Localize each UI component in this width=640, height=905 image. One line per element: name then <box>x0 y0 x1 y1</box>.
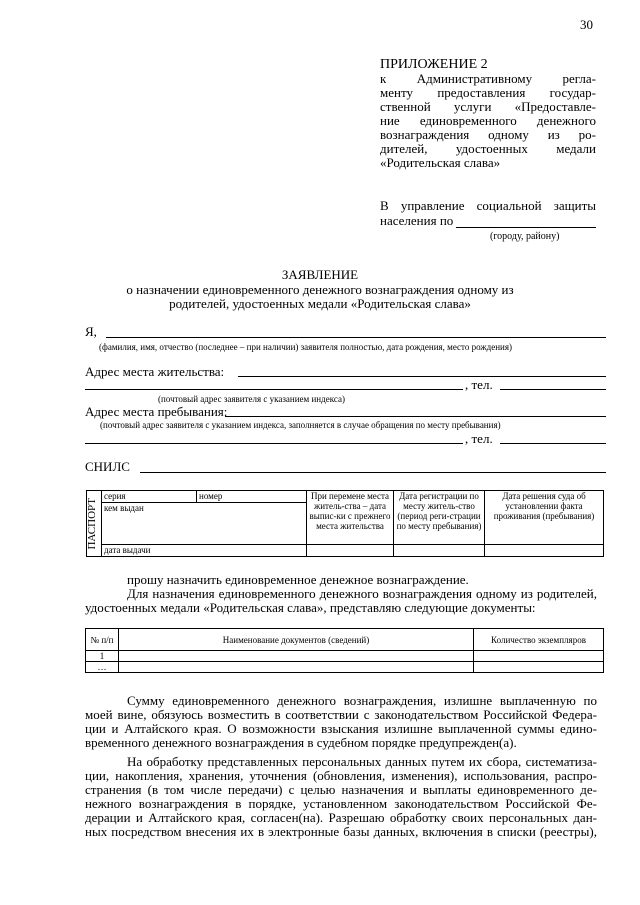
snils-label: СНИЛС <box>85 459 130 474</box>
move-date-header: При перемене места житель-ства – дата выпис-ки с прежнего места жительства <box>307 491 394 545</box>
table-row <box>86 662 604 673</box>
paragraph-liability <box>85 694 597 750</box>
court-date-cell[interactable] <box>485 545 604 557</box>
appendix-line: дителей, удостоенных медали <box>380 141 596 156</box>
doc-name-cell[interactable] <box>119 651 474 662</box>
stay-field[interactable] <box>225 416 606 417</box>
residence-field-2[interactable] <box>85 389 463 390</box>
residence-label: Адрес места жительства: <box>85 364 225 379</box>
form-subtitle: о назначении единовременного денежного вознаграждения одному из <box>126 282 514 297</box>
residence-hint: (почтовый адрес заявителя с указанием индекса) <box>158 394 345 404</box>
qty-header: Количество экземпляров <box>474 629 604 651</box>
row-number: … <box>86 662 119 673</box>
addressee-hint: (городу, району) <box>490 231 560 242</box>
appendix-line: к Административному регла- <box>380 71 596 86</box>
appendix-line: вознаграждения одному из ро- <box>380 127 596 142</box>
qty-cell[interactable] <box>474 651 604 662</box>
appendix-line: менту предоставления государ- <box>380 85 596 100</box>
table-row <box>86 651 604 662</box>
passport-vertical-cell <box>87 491 102 557</box>
passport-table <box>86 490 604 557</box>
appendix-line: «Родительская слава» <box>380 155 501 170</box>
paragraph-line: ции и Алтайского края. О возможности взыскания излишне выплаченной суммы едино- <box>85 721 597 736</box>
paragraph-line: ных посредством внесения их в электронные базы данных, включения в списки (реестры), <box>85 824 597 839</box>
stay-field-2[interactable] <box>85 443 463 444</box>
addressee-line2: населения по <box>380 213 454 228</box>
issued-by-cell[interactable]: кем выдан <box>102 503 307 545</box>
appendix-title: ПРИЛОЖЕНИЕ 2 <box>380 57 488 72</box>
doc-name-cell[interactable] <box>119 662 474 673</box>
qty-cell[interactable] <box>474 662 604 673</box>
addressee-field[interactable] <box>456 227 596 228</box>
appendix-block <box>380 58 596 170</box>
row-number: 1 <box>86 651 119 662</box>
tel-label-2: , тел. <box>465 431 493 446</box>
paragraph-line: На обработку представленных персональных данных путем их сбора, систематиза- <box>127 754 597 769</box>
reg-date-header: Дата регистрации по месту житель-ство (период реги-страции по месту пребывания) <box>394 491 485 545</box>
fio-hint: (фамилия, имя, отчество (последнее – при наличии) заявителя полностью, дата рождения, место рождения) <box>99 342 512 352</box>
number-cell[interactable]: номер <box>197 491 307 503</box>
fio-field[interactable] <box>106 337 606 338</box>
appendix-line: ственной услуги «Предоставле- <box>380 99 596 114</box>
form-subtitle: родителей, удостоенных медали «Родительская слава» <box>169 296 471 311</box>
paragraph-line: ции, накопления, хранения, уточнения (обновления, изменения), использования, распро- <box>85 768 597 783</box>
residence-field[interactable] <box>238 376 606 377</box>
tel-field[interactable] <box>500 389 606 390</box>
request-line: Для назначения единовременного денежного вознаграждения одному из родителей, <box>127 586 597 601</box>
paragraph-line: странения (в том числе передачи) с целью назначения и выплаты единовременного де- <box>85 782 597 797</box>
tel-label: , тел. <box>465 377 493 392</box>
num-header: № п/п <box>86 629 119 651</box>
series-cell[interactable]: серия <box>102 491 197 503</box>
paragraph-line: дерации и Алтайского края, согласен(на). Разрешаю обработку своих персональных дан- <box>85 810 597 825</box>
doc-name-header: Наименование документов (сведений) <box>119 629 474 651</box>
page-number: 30 <box>580 17 593 32</box>
appendix-line: ние единовременного денежного <box>380 113 596 128</box>
stay-hint: (почтовый адрес заявителя с указанием индекса, заполняется в случае обращения по месту пребывания) <box>100 420 501 430</box>
move-date-cell[interactable] <box>307 545 394 557</box>
form-title: ЗАЯВЛЕНИЕ <box>281 267 359 282</box>
addressee-line1: В управление социальной защиты <box>380 198 596 213</box>
paragraph-consent <box>85 755 597 839</box>
i-label: Я, <box>85 324 97 339</box>
issue-date-cell[interactable]: дата выдачи <box>102 545 307 557</box>
request-line: удостоенных медали «Родительская слава», представляю следующие документы: <box>85 600 536 615</box>
paragraph-line: Сумму единовременного денежного вознаграждения, излишне выплаченную по <box>127 693 597 708</box>
request-line: прошу назначить единовременное денежное вознаграждение. <box>127 572 469 587</box>
paragraph-line: моей вине, обязуюсь возместить в соответствии с законодательством Российской Федера- <box>85 707 597 722</box>
paragraph-line: временного денежного вознаграждения в судебном порядке предупрежден(а). <box>85 735 517 750</box>
snils-field[interactable] <box>140 472 606 473</box>
court-date-header: Дата решения суда об установлении факта проживания (пребывания) <box>485 491 604 545</box>
stay-label: Адрес места пребывания: <box>85 404 228 419</box>
passport-label: ПАСПОРТ <box>86 497 98 550</box>
tel-field-2[interactable] <box>500 443 606 444</box>
paragraph-line: нежного вознаграждения в порядке, установленном законодательством Российской Фе- <box>85 796 597 811</box>
reg-date-cell[interactable] <box>394 545 485 557</box>
documents-table <box>85 628 604 673</box>
